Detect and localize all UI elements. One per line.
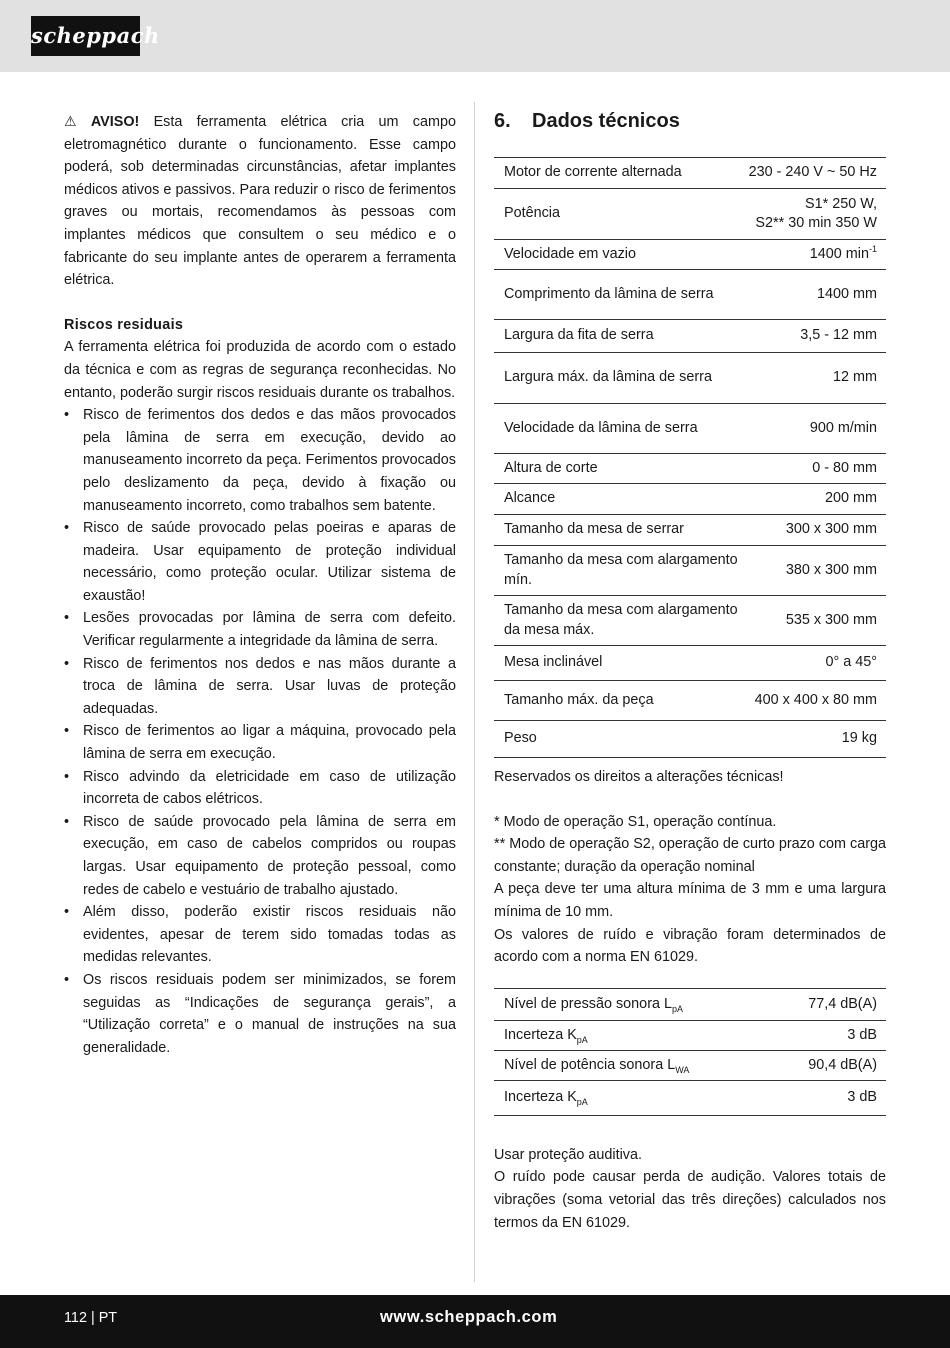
table-row xyxy=(494,681,886,721)
table-row xyxy=(494,1080,886,1115)
table-row xyxy=(494,515,886,546)
spec-value: 400 x 400 x 80 mm xyxy=(749,681,886,721)
noise-label-text: Nível de potência sonora L xyxy=(504,1056,676,1073)
noise-label xyxy=(494,1020,774,1050)
scheppach-logo: scheppach xyxy=(31,16,140,56)
footer-bar xyxy=(0,1295,950,1348)
spec-value: 300 x 300 mm xyxy=(749,515,886,546)
spec-label: Largura máx. da lâmina de serra xyxy=(494,353,749,404)
table-row xyxy=(494,353,886,404)
section-title xyxy=(494,106,886,136)
table-row xyxy=(494,1050,886,1080)
table-row xyxy=(494,454,886,484)
spec-value-line: S1* 250 W, xyxy=(805,195,877,212)
note-noise-standard: Os valores de ruído e vibração foram determinados de acordo com a norma EN 61029. xyxy=(494,926,886,966)
spec-value xyxy=(749,240,886,270)
table-row xyxy=(494,158,886,189)
table-row xyxy=(494,988,886,1020)
list-item: • Risco de saúde provocado pela lâmina de serra em execução, em caso de cabelos compridos ou roupas largas. Usar equipamento de proteção pessoal, como redes de cabelo e vestuário de trabalho ajustado. xyxy=(64,811,456,901)
noise-label-subscript: pA xyxy=(576,1096,588,1107)
table-row xyxy=(494,320,886,353)
noise-label-text: Incerteza K xyxy=(504,1089,577,1105)
spec-value-superscript: -1 xyxy=(868,243,877,254)
list-item: • Risco de saúde provocado pelas poeiras e aparas de madeira. Usar equipamento de proteção individual necessário, como proteção ocular. Utilizar sistema de exaustão! xyxy=(64,517,456,607)
table-row xyxy=(494,546,886,596)
noise-value: 77,4 dB(A) xyxy=(774,988,886,1020)
page-number: 112 | PT xyxy=(64,1310,118,1326)
spec-label: Velocidade em vazio xyxy=(494,240,749,270)
warning-paragraph xyxy=(64,110,456,292)
spec-value: 19 kg xyxy=(749,721,886,758)
list-item: • Risco de ferimentos ao ligar a máquina, provocado pela lâmina de serra em execução. xyxy=(64,720,456,765)
spec-label: Tamanho da mesa com alargamento da mesa máx. xyxy=(494,596,749,646)
table-row xyxy=(494,270,886,320)
spec-label: Alcance xyxy=(494,484,749,515)
table-row xyxy=(494,596,886,646)
spec-value xyxy=(749,189,886,240)
residual-risks-heading: Riscos residuais xyxy=(64,316,184,333)
noise-label-subscript: pA xyxy=(672,1003,684,1014)
noise-label-text: Incerteza K xyxy=(504,1026,577,1043)
warning-text: Esta ferramenta elétrica cria um campo eletromagnético durante o funcionamento. Esse campo poderá, sob determinadas circunstâncias, afetar implantes médicos ativos e passivos. Para reduzir o risco de ferimentos graves ou mortais, recomendamos às pessoas com implantes médicos que consultem o seu médico e o fabricante do seu implante antes de operarem a ferramenta elétrica. xyxy=(64,114,456,289)
spec-value: 535 x 300 mm xyxy=(749,596,886,646)
technical-data-table xyxy=(494,157,886,758)
residual-risks-intro: A ferramenta elétrica foi produzida de acordo com o estado da técnica e com as regras de segurança reconhecidas. No entanto, poderão surgir riscos residuais durante os trabalhos. xyxy=(64,339,456,401)
spec-value: 200 mm xyxy=(749,484,886,515)
noise-label xyxy=(494,988,774,1020)
spec-value: 3,5 - 12 mm xyxy=(749,320,886,353)
list-item: • Risco de ferimentos nos dedos e nas mãos durante a troca de lâmina de serra. Usar luvas de proteção adequadas. xyxy=(64,653,456,721)
noise-table xyxy=(494,988,886,1116)
spec-value: 230 - 240 V ~ 50 Hz xyxy=(749,158,886,189)
note-piece-size: A peça deve ter uma altura mínima de 3 mm e uma largura mínima de 10 mm. xyxy=(494,881,886,920)
section-title-text: Dados técnicos xyxy=(532,110,680,132)
spec-label: Velocidade da lâmina de serra xyxy=(494,404,749,454)
spec-label: Mesa inclinável xyxy=(494,646,749,681)
spec-label: Tamanho da mesa de serrar xyxy=(494,515,749,546)
spec-value: 0° a 45° xyxy=(749,646,886,681)
right-column xyxy=(494,106,886,1234)
spec-value-text: 1400 min xyxy=(809,245,869,262)
noise-label-subscript: pA xyxy=(576,1034,588,1045)
spec-label: Potência xyxy=(494,189,749,240)
warning-label: AVISO! xyxy=(90,114,140,130)
table-row xyxy=(494,404,886,454)
note-s1: * Modo de operação S1, operação contínua. xyxy=(494,813,777,830)
spec-label: Peso xyxy=(494,721,749,758)
noise-label xyxy=(494,1080,774,1115)
noise-label-text: Nível de pressão sonora L xyxy=(504,995,672,1012)
table-row xyxy=(494,721,886,758)
website-url: www.scheppach.com xyxy=(380,1308,558,1326)
table-row xyxy=(494,189,886,240)
left-column xyxy=(64,110,456,1059)
spec-value: 1400 mm xyxy=(749,270,886,320)
noise-value: 3 dB xyxy=(774,1020,886,1050)
spec-value: 12 mm xyxy=(749,353,886,404)
vibration-note: O ruído pode causar perda de audição. Valores totais de vibrações (soma vetorial das três direções) calculados nos termos da EN 61029. xyxy=(494,1169,886,1231)
spacer xyxy=(494,1116,886,1144)
spec-value-line: S2** 30 min 350 W xyxy=(755,215,877,231)
list-item: • Risco de ferimentos dos dedos e das mãos provocados pela lâmina de serra em execução, devido ao manuseamento incorreto da peça. Ferimentos provocados pelo deslizamento da peça, devido à fixação ou manuseamento incorreto, como trabalhos sem batente. xyxy=(64,404,456,517)
header-bar xyxy=(0,0,950,72)
table-row xyxy=(494,484,886,515)
hearing-protection-note: Usar proteção auditiva. xyxy=(494,1146,642,1163)
reserved-rights-note: Reservados os direitos a alterações técnicas! xyxy=(494,769,784,785)
warning-triangle-icon: ⚠ xyxy=(64,113,87,129)
noise-label xyxy=(494,1050,774,1080)
spec-label: Comprimento da lâmina de serra xyxy=(494,270,749,320)
spec-value: 900 m/min xyxy=(749,404,886,454)
language-code: PT xyxy=(98,1310,118,1326)
page-number-value: 112 xyxy=(64,1310,87,1326)
noise-value: 90,4 dB(A) xyxy=(774,1050,886,1080)
list-item: • Risco advindo da eletricidade em caso de utilização incorreta de cabos elétricos. xyxy=(64,766,456,811)
list-item: • Os riscos residuais podem ser minimizados, se forem seguidas as “Indicações de segurança gerais”, a “Utilização correta” e o manual de instruções na sua generalidade. xyxy=(64,969,456,1059)
table-row xyxy=(494,646,886,681)
table-row xyxy=(494,240,886,270)
spec-value: 380 x 300 mm xyxy=(749,546,886,596)
spec-label: Altura de corte xyxy=(494,454,749,484)
noise-value: 3 dB xyxy=(774,1080,886,1115)
column-divider xyxy=(474,102,475,1282)
residual-risks-list xyxy=(64,404,456,1059)
note-s2: ** Modo de operação S2, operação de curto prazo com carga constante; duração da operação nominal xyxy=(494,836,886,875)
spec-label: Largura da fita de serra xyxy=(494,320,749,353)
list-item: • Além disso, poderão existir riscos residuais não evidentes, apesar de terem sido tomadas todas as medidas relevantes. xyxy=(64,901,456,969)
spacer xyxy=(494,789,886,811)
table-row xyxy=(494,1020,886,1050)
noise-label-subscript: WA xyxy=(675,1064,690,1075)
spec-label: Tamanho da mesa com alargamento mín. xyxy=(494,546,749,596)
spec-label: Motor de corrente alternada xyxy=(494,158,749,189)
spec-value: 0 - 80 mm xyxy=(749,454,886,484)
list-item: • Lesões provocadas por lâmina de serra com defeito. Verificar regularmente a integridade da lâmina de serra. xyxy=(64,607,456,652)
section-number: 6. xyxy=(494,110,511,132)
spec-label: Tamanho máx. da peça xyxy=(494,681,749,721)
